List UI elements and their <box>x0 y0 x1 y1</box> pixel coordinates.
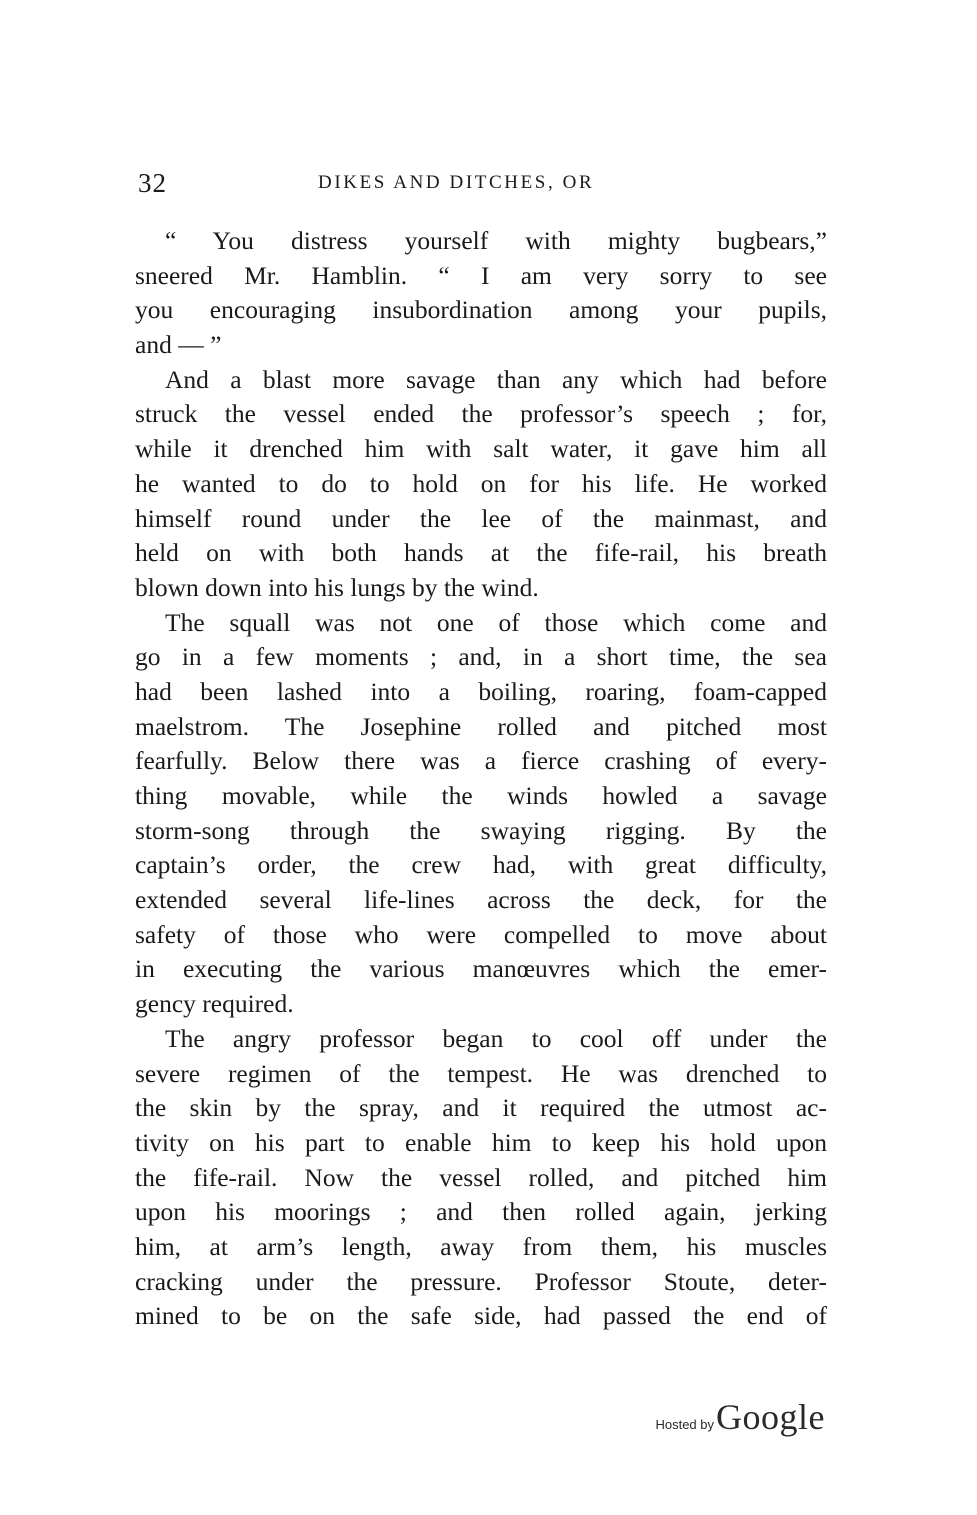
text-line: mined to be on the safe side, had passed the end of <box>135 1301 827 1331</box>
page-header <box>138 168 828 198</box>
text-line: in executing the various manœuvres which the emer- <box>135 954 827 984</box>
text-line: storm-song through the swaying rigging. By the <box>135 815 827 845</box>
paragraph <box>135 1022 827 1334</box>
text-line: captain’s order, the crew had, with great difficulty, <box>135 850 827 880</box>
body-text <box>135 224 827 1334</box>
text-line: The squall was not one of those which come and <box>165 607 827 637</box>
text-line: blown down into his lungs by the wind. <box>135 572 539 602</box>
google-logo: Google <box>716 1397 825 1437</box>
text-line: struck the vessel ended the professor’s speech ; for, <box>135 399 827 429</box>
text-line: while it drenched him with salt water, it gave him all <box>135 434 827 464</box>
paragraph <box>135 363 827 606</box>
text-line: gency required. <box>135 989 294 1019</box>
text-line: tivity on his part to enable him to keep his hold upon <box>135 1127 827 1157</box>
text-line: cracking under the pressure. Professor Stoute, deter- <box>135 1266 827 1296</box>
text-line: the fife-rail. Now the vessel rolled, and pitched him <box>135 1162 827 1192</box>
text-line: The angry professor began to cool off under the <box>165 1023 827 1053</box>
text-line: go in a few moments ; and, in a short time, the sea <box>135 642 827 672</box>
text-line: extended several life-lines across the deck, for the <box>135 885 827 915</box>
text-line: and — ” <box>135 330 222 360</box>
text-line: himself round under the lee of the mainmast, and <box>135 503 827 533</box>
text-line: maelstrom. The Josephine rolled and pitched most <box>135 711 827 741</box>
text-line: had been lashed into a boiling, roaring, foam-capped <box>135 676 827 706</box>
text-line: him, at arm’s length, away from them, his muscles <box>135 1231 827 1261</box>
text-line: And a blast more savage than any which had before <box>165 364 827 394</box>
paragraph <box>135 606 827 1022</box>
text-line: safety of those who were compelled to move about <box>135 919 827 949</box>
text-line: the skin by the spray, and it required the utmost ac- <box>135 1093 827 1123</box>
text-line: sneered Mr. Hamblin. “ I am very sorry to see <box>135 260 827 290</box>
hosted-by-google-watermark <box>655 1396 825 1446</box>
text-line: you encouraging insubordination among your pupils, <box>135 295 827 325</box>
hosted-by-label: Hosted by <box>655 1417 715 1432</box>
paragraph <box>135 224 827 363</box>
running-head: DIKES AND DITCHES, OR <box>318 172 595 193</box>
text-line: upon his moorings ; and then rolled again, jerking <box>135 1197 827 1227</box>
text-line: held on with both hands at the fife-rail, his breath <box>135 538 827 568</box>
text-line: thing movable, while the winds howled a savage <box>135 781 827 810</box>
text-line: severe regimen of the tempest. He was drenched to <box>135 1058 827 1088</box>
page-number: 32 <box>138 168 167 198</box>
text-line: “ You distress yourself with mighty bugbears,” <box>165 226 827 255</box>
text-line: he wanted to do to hold on for his life. He worked <box>135 468 827 498</box>
text-line: fearfully. Below there was a fierce crashing of every- <box>135 746 827 776</box>
